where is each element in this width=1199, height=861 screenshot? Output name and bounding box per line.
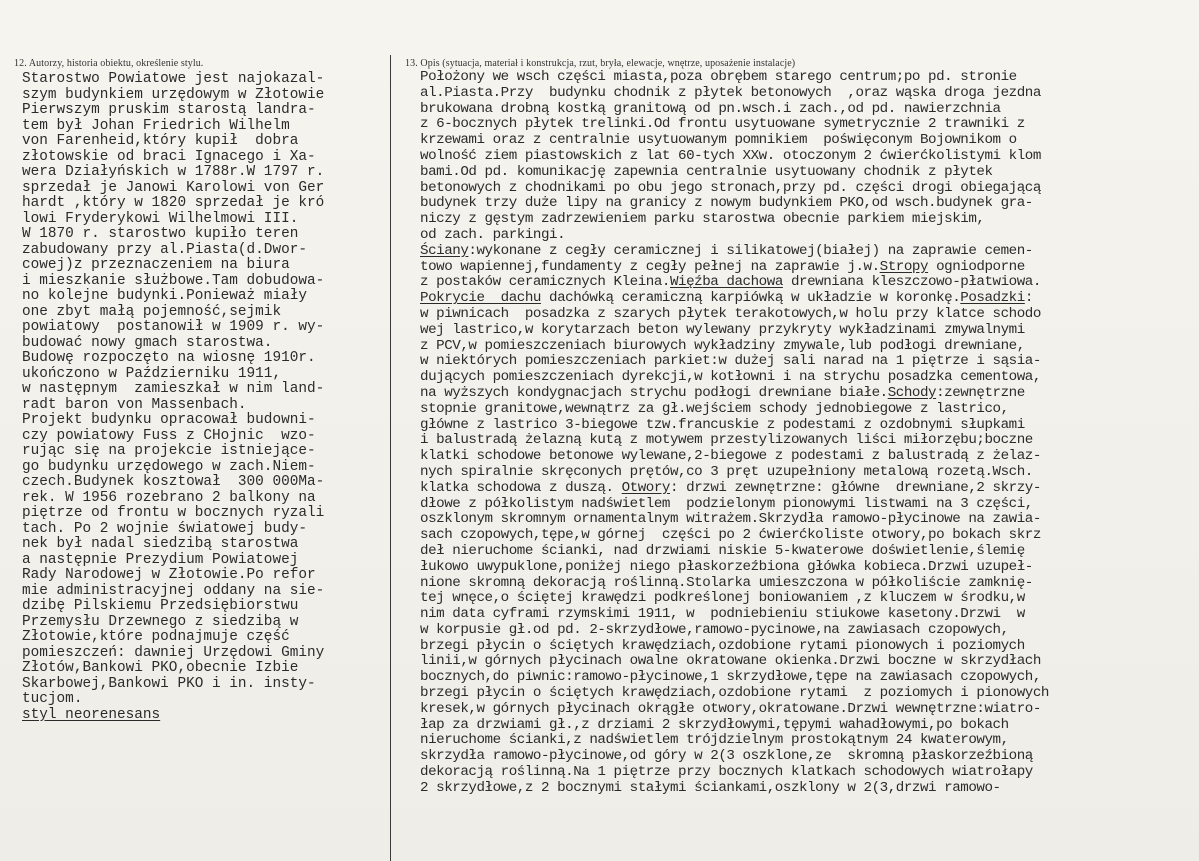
description-line	[420, 133, 1195, 149]
history-line: i mieszkanie służbowe.Tam dobudowa-	[22, 272, 325, 289]
history-line: Budowę rozpoczęto na wiosnę 1910r.	[22, 350, 316, 366]
line-text: sach czopowych,tępe,w górnej części po 2 ćwierćkoliste otwory,po bokach skrz	[420, 527, 1041, 544]
description-line	[420, 497, 1195, 513]
history-line: no kolejne budynki.Ponieważ miały	[22, 288, 307, 304]
style-label: styl neorenesans	[22, 706, 161, 723]
description-line	[420, 465, 1195, 481]
description-line	[420, 576, 1195, 592]
description-line	[420, 623, 1195, 639]
line-text: brzegi płycin o ściętych krawędziach,ozdobione rytami z poziomych i pionowych	[420, 685, 1049, 702]
line-text: klatki schodowe betonowe wylewane,2-biegowe z podestami z balustradą z żelaz-	[420, 448, 1041, 465]
description-line	[420, 386, 1195, 402]
line-text: Położony we wsch części miasta,poza obrębem starego centrum;po pd. stronie	[420, 69, 1017, 85]
line-text: dujących pomieszczeniach dyrekcji,w kotłowni i na strychu posadzka cementowa,	[420, 369, 1041, 386]
section-label: Pokrycie dachu	[420, 290, 541, 307]
description-line	[420, 339, 1195, 355]
description-line	[420, 528, 1195, 544]
line-text: dłowe z półkolistym nadświetlem podzielonym pionowymi listwami na 3 części,	[420, 495, 1033, 512]
line-text: skrzydła ramowo-płycinowe,od góry w 2(3 oszklone,ze skromną płaskorzeźbioną	[420, 748, 1033, 765]
line-text: drewniana kleszczowo-płatwiowa.	[782, 274, 1041, 291]
line-text: z PCV,w pomieszczeniach biurowych wykładziny zmywale,lub podłogi drewniane,	[420, 337, 1025, 354]
line-text: nim data cyframi rzymskimi 1911, w podniebieniu stiukowe kasetony.Drzwi w	[420, 606, 1025, 623]
line-text: : drzwi zewnętrzne: główne drewniane,2 skrzy-	[670, 479, 1041, 496]
history-line: czech.Budynek kosztował 300 000Ma-	[22, 474, 325, 490]
description-line	[420, 402, 1195, 418]
description-line	[420, 212, 1195, 228]
section-13-heading: 13. Opis (sytuacja, materiał i konstrukcja, rzut, bryła, elewacje, wnętrze, uposażenie instalacje)	[405, 58, 796, 69]
line-text: towo wapiennej,fundamenty z cegły pełnej na zaprawie j.w.	[420, 258, 880, 275]
line-text: w niektórych pomieszczeniach parkiet:w dużej sali narad na 1 piętrze i sąsia-	[420, 353, 1041, 370]
history-line: mie administracyjnej oddany na sie-	[22, 582, 325, 599]
description-line	[420, 749, 1195, 765]
history-line: hardt ,który w 1820 sprzedał je kró	[22, 195, 325, 211]
history-line: radt baron von Massenbach.	[22, 396, 247, 413]
line-text: linii,w górnych płycinach owalne okratowane okienka.Drzwi boczne w skrzydłach	[420, 653, 1041, 670]
line-text: niczy z gęstym zadrzewieniem parku starostwa obecnie parkiem miejskim,	[420, 211, 985, 228]
line-text: wej lastrico,w korytarzach beton wylewany przykryty wykładzinami zmywalnymi	[420, 321, 1025, 338]
line-text: :	[1024, 290, 1033, 307]
section-label: Więźba dachowa	[669, 274, 783, 291]
description-line	[420, 702, 1195, 718]
history-line: Pierwszym pruskim starostą landra-	[22, 102, 316, 118]
description-line	[420, 165, 1195, 181]
line-text: dachówką ceramiczną karpiówką w układzie w koronkę.	[540, 290, 961, 307]
line-text: z postaków ceramicznych Kleina.	[420, 274, 670, 291]
history-line: w następnym zamieszkał w nim land-	[22, 381, 325, 397]
description-line	[420, 86, 1195, 102]
line-text: wolność ziem piastowskich z lat 60-tych XXw. otoczonym 2 ćwierćkolistymi klom	[420, 147, 1041, 164]
description-line	[420, 244, 1195, 260]
line-text: w korpusie gł.od pd. 2-skrzydłowe,ramowo-pycinowe,na zawiasach czopowych,	[420, 621, 1009, 638]
line-text: :wykonane z cegły ceramicznej i silikatowej(białej) na zaprawie cemen-	[468, 242, 1033, 259]
line-text: łap za drzwiami gł.,z drziami 2 skrzydłowymi,tępymi wahadłowymi,po bokach	[420, 716, 1009, 733]
line-text: nione skromną dekoracją roślinną.Stolarka umieszczona w półkoliście zamknię-	[420, 574, 1033, 591]
description-line	[420, 307, 1195, 323]
line-text: nieruchome ścianki,z nadświetlem trójdzielnym prostokątnym 24 kwaterowym,	[420, 732, 1009, 749]
line-text: na wyższych kondygnacjach strychu podłogi drewniane białe.	[420, 384, 888, 401]
history-line: Złotów,Bankowi PKO,obecnie Izbie	[22, 660, 299, 676]
description-line	[420, 670, 1195, 686]
line-text: od zach. parkingi.	[420, 226, 566, 243]
history-text-column	[22, 72, 382, 723]
history-line: von Farenheid,który kupił dobra	[22, 133, 299, 149]
history-line: ukończono w Październiku 1911,	[22, 365, 282, 382]
description-line	[420, 544, 1195, 560]
line-text: nych spiralnie skręconych prętów,co 3 pręt uzupełniony metalową rozetą.Wsch.	[420, 463, 1033, 480]
description-line	[420, 102, 1195, 118]
history-line: Starostwo Powiatowe jest najokazal-	[22, 71, 325, 87]
line-text: budynek trzy duże lipy na granicy z nowym budynkiem PKO,od wsch.budynek gra-	[420, 195, 1033, 212]
line-text: stopnie granitowe,wewnątrz za gł.wejściem schody jednobiegowe z lastrico,	[420, 400, 1009, 417]
line-text: łukowo uwypuklone,poniżej niego płaskorzeźbiona główka kobieca.Drzwi uzupeł-	[420, 558, 1033, 575]
description-line	[420, 512, 1195, 528]
history-line: W 1870 r. starostwo kupiło teren	[22, 226, 299, 242]
history-line: tem był Johan Friedrich Wilhelm	[22, 117, 290, 134]
line-text: w piwnicach posadzka z szarych płytek terakotowych,w holu przy klatce schodo	[420, 305, 1041, 322]
line-text: brukowana drobną kostką granitową od pn.wsch.i zach.,od pd. nawierzchnia	[420, 100, 1001, 117]
history-line: lowi Fryderykowi Wilhelmowi III.	[22, 210, 299, 227]
description-line	[420, 196, 1195, 212]
history-line: Skarbowej,Bankowi PKO i in. instу-	[22, 675, 316, 692]
line-text: dekoracją roślinną.Na 1 piętrze przy bocznych klatkach schodowych wiatrołapy	[420, 764, 1033, 781]
description-line	[420, 291, 1195, 307]
description-line	[420, 117, 1195, 133]
line-text: 2 skrzydłowe,z 2 bocznymi stałymi ściankami,oszklony w 2(3,drzwi ramowo-	[420, 779, 1001, 796]
line-text: główne z lastrico 3-biegowe tzw.francuskie z podestami z ozdobnymi słupkami	[420, 416, 1025, 433]
description-line	[420, 260, 1195, 276]
line-text: oszklonym skromnym ornamentalnym witrażem.Skrzydła ramowo-płycinowe na zawia-	[420, 511, 1041, 528]
section-12-heading: 12. Autorzy, historia obiektu, określenie stylu.	[14, 58, 204, 69]
description-line	[420, 781, 1195, 797]
history-line: wera Działyńskich w 1788r.W 1797 r.	[22, 164, 325, 180]
description-line	[420, 70, 1195, 86]
section-label: Stropy	[879, 258, 929, 275]
description-line	[420, 433, 1195, 449]
history-line: go budynku urzędowego w zach.Niem-	[22, 458, 316, 475]
history-line: Przemysłu Drzewnego z siedzibą w	[22, 613, 299, 630]
history-line: Złotowie,które podnajmuje część	[22, 629, 290, 645]
history-line: tach. Po 2 wojnie światowej budy-	[22, 520, 307, 537]
description-line	[420, 228, 1195, 244]
description-line	[420, 149, 1195, 165]
line-text: al.Piasta.Przy budynku chodnik z płytek betonowych ,oraz wąska droga jezdna	[420, 84, 1041, 101]
description-line	[420, 354, 1195, 370]
history-line: piętrze od frontu w bocznych ryzali	[22, 505, 325, 521]
description-line	[420, 733, 1195, 749]
history-line: one zbyt małą pojemność,sejmik	[22, 303, 282, 320]
description-line	[420, 181, 1195, 197]
description-line	[420, 323, 1195, 339]
description-line	[420, 275, 1195, 291]
section-label: Otwory	[621, 479, 670, 496]
description-line	[420, 449, 1195, 465]
description-line	[420, 607, 1195, 623]
description-line	[420, 765, 1195, 781]
description-text-column	[420, 70, 1195, 797]
history-line: nek był nadal siedzibą starostwa	[22, 536, 299, 552]
column-divider	[390, 55, 391, 861]
description-line	[420, 686, 1195, 702]
section-label: Schody	[887, 384, 937, 401]
history-line: zabudowany przy al.Piasta(d.Dwor-	[22, 241, 307, 258]
history-line: a następnie Prezydium Powiatowej	[22, 551, 299, 568]
section-label: Ściany	[420, 242, 469, 259]
line-text: z 6-bocznych płytek trelinki.Od frontu usytuowane symetrycznie 2 trawniki z	[420, 116, 1025, 133]
description-line	[420, 370, 1195, 386]
history-line: powiatowy postanowił w 1909 r. wy-	[22, 319, 325, 335]
line-text: bocznych,do piwnic:ramowo-płycinowe,1 skrzydłowe,tępe na zawiasach czopowych,	[420, 669, 1041, 686]
history-line: pomieszczeń: dawniej Urzędowi Gminy	[22, 644, 325, 661]
section-label: Posadzki	[960, 290, 1025, 307]
history-line: szym budynkiem urzędowym w Złotowie	[22, 86, 325, 103]
line-text: brzegi płycin o ściętych krawędziach,ozdobione rytami pionowych i poziomych	[420, 637, 1025, 654]
line-text: :zewnętrzne	[936, 384, 1025, 401]
history-line: Projekt budynku opracował budowni-	[22, 412, 316, 428]
line-text: betonowych z chodnikami po obu jego stronach,przy pd. części drogi obiegającą	[420, 179, 1041, 196]
line-text: klatka schodowa z duszą.	[420, 479, 622, 496]
history-line: cowej)z przeznaczeniem na biura	[22, 257, 290, 273]
line-text: bami.Od pd. komunikację zapewnia centralnie usytuowany chodnik z płytek	[420, 163, 993, 180]
line-text: tej wnęce,o ściętej krawędzi podkreślonej boniowaniem ,z kluczem w środku,w	[420, 590, 1025, 607]
description-line	[420, 639, 1195, 655]
line-text: kresek,w górnych płycinach okrągłe otwory,okratowane.Drzwi wewnętrzne:wiatro-	[420, 700, 1041, 717]
description-line	[420, 591, 1195, 607]
history-line: Rady Narodowej w Złotowie.Po refor	[22, 567, 316, 583]
description-line	[420, 560, 1195, 576]
description-line	[420, 481, 1195, 497]
description-line	[420, 418, 1195, 434]
line-text: krzewami oraz z centralnie usytuowanym pomnikiem poświęconym Bojownikom o	[420, 132, 1017, 149]
history-line: czy powiatowy Fuss z CHojnic wzo-	[22, 427, 316, 444]
history-line: złotowskie od braci Ignacego i Xa-	[22, 148, 316, 165]
history-line: dzibę Pilskiemu Przedsiębiorstwu	[22, 598, 299, 614]
line-text: deł nieruchome ścianki, nad drzwiami niskie 5-kwaterowe doświetlenie,ślemię	[420, 542, 1025, 559]
history-line: rując się na projekcie istniejące-	[22, 443, 316, 459]
description-line	[420, 654, 1195, 670]
description-line	[420, 718, 1195, 734]
history-line: rek. W 1956 rozebrano 2 balkony na	[22, 489, 316, 506]
line-text: ogniodporne	[928, 258, 1025, 275]
history-line: budować nowy gmach starostwa.	[22, 334, 273, 351]
history-line: sprzedał je Janowi Karolowi von Ger	[22, 179, 325, 196]
line-text: i balustradą żelazną kutą z motywem przestylizowanych liści miłorzębu;boczne	[420, 432, 1033, 449]
history-line: tucjom.	[22, 691, 83, 707]
